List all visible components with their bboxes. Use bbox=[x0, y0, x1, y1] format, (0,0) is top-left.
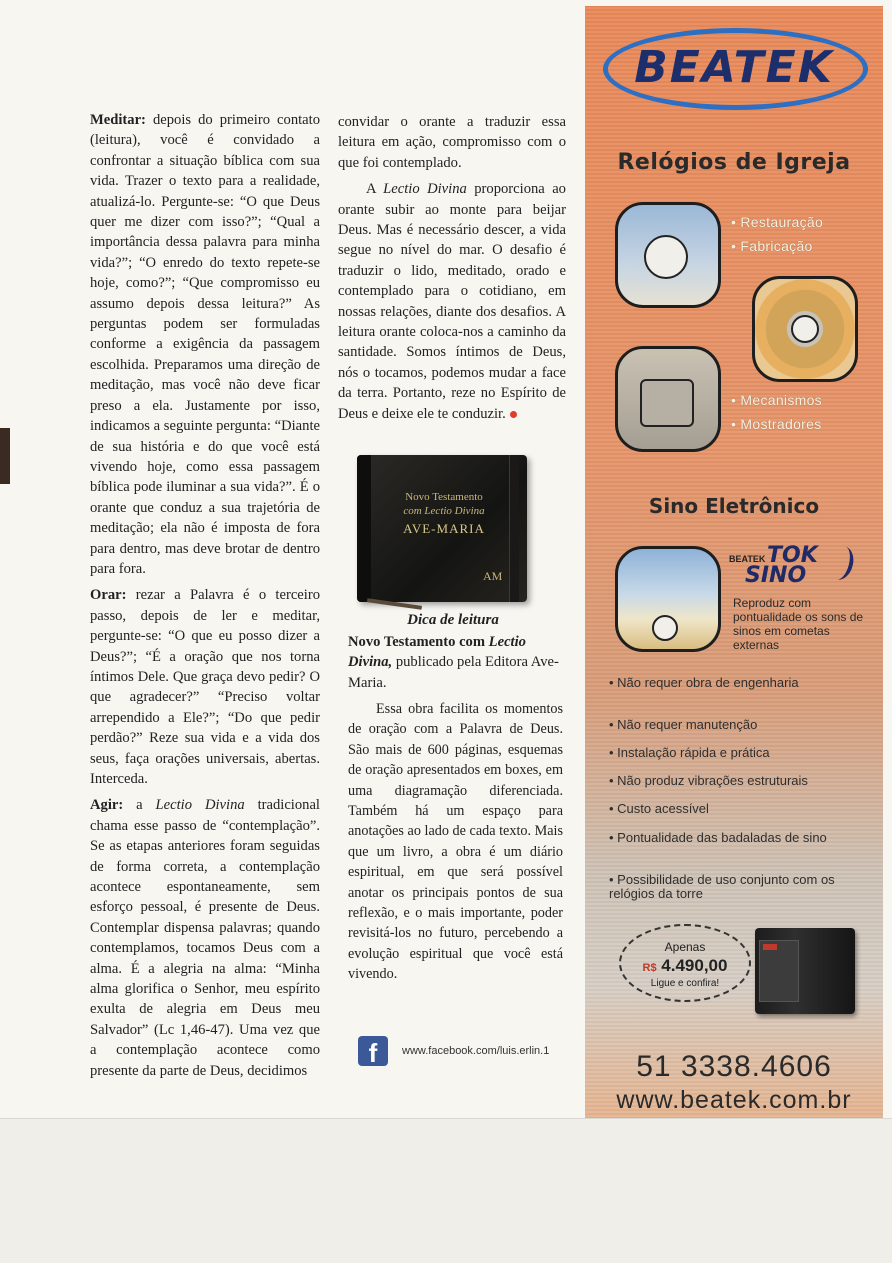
clock-photo-3 bbox=[615, 346, 721, 452]
price-label: Apenas bbox=[664, 940, 706, 954]
article-column-2 bbox=[338, 112, 566, 430]
feature-item: • Não requer obra de engenharia bbox=[609, 675, 799, 690]
ad-website[interactable]: www.beatek.com.br bbox=[616, 1086, 852, 1114]
page-bottom-margin bbox=[0, 1118, 892, 1263]
paragraph-col2-2 bbox=[338, 179, 566, 424]
article-column-1 bbox=[90, 110, 320, 1087]
ad-heading-bell: Sino Eletrônico bbox=[648, 494, 820, 518]
text-agir-a: a bbox=[123, 797, 156, 814]
text-col2-c: proporciona ao orante subir ao monte para beijar Deus. Mas é necessário descer, a vida segue no nível do mar. O desafio é traduzir o lido, meditado, orado e contemplado para o cotidiano, em nossas relações, diante dos desafios. A leitura orante coloca-nos a caminho da santidade. Somos íntimos de Deus, nós o tocamos, podemos mudar a face da terra. Portanto, reze no Espírito de Deus e deixe ele te conduzir. bbox=[338, 181, 566, 422]
tok-sino-swoosh-icon bbox=[825, 543, 857, 582]
tok-sino-description: Reproduz com pontualidade os sons de sinos em cometas externas bbox=[733, 596, 864, 652]
lead-meditar: Meditar: bbox=[90, 112, 146, 128]
bullet-mostradores: • Mostradores bbox=[731, 416, 822, 432]
bell-tower-photo bbox=[615, 546, 721, 652]
paragraph-meditar bbox=[90, 110, 320, 579]
tip-title bbox=[348, 632, 563, 693]
beatek-advertisement bbox=[585, 6, 883, 1119]
clock-icon bbox=[652, 615, 678, 641]
paragraph-orar bbox=[90, 585, 320, 789]
text-col2-b: Lectio Divina bbox=[383, 181, 467, 198]
lead-agir: Agir: bbox=[90, 797, 124, 814]
tok-sino-logo-line1: TOK bbox=[767, 543, 818, 568]
facebook-url[interactable]: www.facebook.com/luis.erlin.1 bbox=[402, 1045, 550, 1057]
ad-heading-clocks: Relógios de Igreja bbox=[617, 150, 851, 175]
bullet-fabricacao: • Fabricação bbox=[731, 238, 813, 254]
book-elastic-band bbox=[509, 455, 519, 602]
feature-item: • Não produz vibrações estruturais bbox=[609, 773, 808, 788]
facebook-icon[interactable]: f bbox=[358, 1036, 388, 1066]
book-cover-line2: com Lectio Divina bbox=[403, 505, 485, 517]
end-mark-icon bbox=[510, 411, 517, 418]
tok-sino-logo-line2: SINO bbox=[745, 563, 807, 588]
feature-item: • Pontualidade das badaladas de sino bbox=[609, 830, 827, 845]
text-agir-b: Lectio Divina bbox=[155, 797, 245, 814]
feature-item: • Não requer manutenção bbox=[609, 717, 758, 732]
book-spine bbox=[357, 455, 371, 602]
tok-sino-maker: BEATEK bbox=[729, 554, 766, 564]
tip-title-bold: Novo Testamento com bbox=[348, 634, 489, 650]
text-orar: rezar a Palavra é o terceiro passo, depois de ler e meditar, pergunte-se: “O que eu posso dizer a Deus?”; “É a oração que nos torna íntimos Dele. Que graça devo pedir? O que agradecer?” “Preciso voltar arrependido a Ele?”; “Do que pedir perdão?” Reze sua vida e a vida dos seus, faça orações universais, abertas. Interceda. bbox=[90, 587, 320, 787]
tip-caption: Dica de leitura bbox=[407, 612, 499, 628]
brand-logo: BEATEK bbox=[634, 42, 834, 93]
page-edge-mark bbox=[0, 428, 10, 484]
feature-item: • Custo acessível bbox=[609, 801, 709, 816]
bullet-mecanismos: • Mecanismos bbox=[731, 392, 822, 408]
book-cover-line3: AVE-MARIA bbox=[403, 521, 485, 536]
price-call-to-action: Ligue e confira! bbox=[650, 978, 720, 989]
clock-photo-1 bbox=[615, 202, 721, 308]
tip-title-italic: Lectio Divina, bbox=[348, 634, 526, 671]
book-cover bbox=[357, 455, 527, 602]
tip-title-rest: publicado pela Editora Ave-Maria. bbox=[348, 654, 559, 691]
price-amount bbox=[619, 956, 751, 976]
clock-icon bbox=[791, 315, 819, 343]
paragraph-agir bbox=[90, 795, 320, 1081]
clock-icon bbox=[640, 379, 694, 427]
price-value: 4.490,00 bbox=[661, 956, 728, 975]
device-display bbox=[763, 944, 777, 950]
clock-photo-2 bbox=[752, 276, 858, 382]
book-publisher-logo: AM bbox=[483, 569, 503, 583]
text-col2-a: A bbox=[366, 181, 384, 198]
lead-orar: Orar: bbox=[90, 587, 127, 604]
feature-item: • Possibilidade de uso conjunto com os relógios da torre bbox=[609, 872, 835, 901]
clock-icon bbox=[644, 235, 688, 279]
bullet-restauracao: • Restauração bbox=[731, 214, 824, 230]
book-image bbox=[345, 450, 560, 625]
tip-body: Essa obra facilita os momentos de oração com a Palavra de Deus. São mais de 600 páginas, esquemas de oração apresentados em boxes, em uma diagramação diferenciada. Também há um espaço para anotações ao lado de cada texto. Mais que um livro, a obra é um diário espiritual, em que será possível anotar os principais pontos de sua reflexão, e o mais importante, poder revisitá-los no futuro, percebendo a evolução espiritual que você está vivendo. bbox=[348, 701, 563, 983]
price-currency: R$ bbox=[642, 962, 657, 974]
bell-device-image bbox=[755, 928, 855, 1014]
ad-phone[interactable]: 51 3338.4606 bbox=[636, 1050, 832, 1083]
text-meditar: depois do primeiro contato (leitura), você é convidado a confrontar a situação bíblica com sua vida. Trazer o texto para a realidade, atualizá-lo. Pergunte-se: “O que Deus quer me dizer com isso?”; “Qual a importância dessa palavra para minha vida?”; “O enredo do texto repete-se hoje, como?”; “Que compromisso eu assumo depois dessa leitura?” As perguntas podem ser formuladas conforme a exigência da passagem escolhida. Preparamos uma direção de meditação, mas você não deve ficar preso a ela. Justamente por isso, indicamos a seguinte pergunta: “Diante de sua história e do que você está vivendo hoje, como essa passagem bíblica pode iluminar a sua vida?”. É o orante que conduz a sua trajetória de meditação; ela não é imposta de fora para dentro, mas deve brotar de dentro para fora. bbox=[90, 112, 320, 577]
book-cover-line1: Novo Testamento bbox=[405, 491, 483, 503]
feature-item: • Instalação rápida e prática bbox=[609, 745, 770, 760]
paragraph-col2-1: convidar o orante a traduzir essa leitura em ação, compromisso com o que foi contemplado. bbox=[338, 114, 566, 171]
text-agir-c: tradicional chama esse passo de “contemplação”. Se as etapas anteriores foram seguidas de forma correta, a contemplação acontece espontaneamente, sem esforço pessoal, é presente de Deus. Contemplar dispensa palavras; quando contemplamos, tocamos Deus com a alma. É a alegria na alma: “Minha alma glorifica o Senhor, meu espírito exulta de alegria em Deus meu Salvador” (Lc 1,46-47). Uma vez que a contemplação acontece como presente da parte de Deus, decidimos bbox=[90, 797, 320, 1079]
